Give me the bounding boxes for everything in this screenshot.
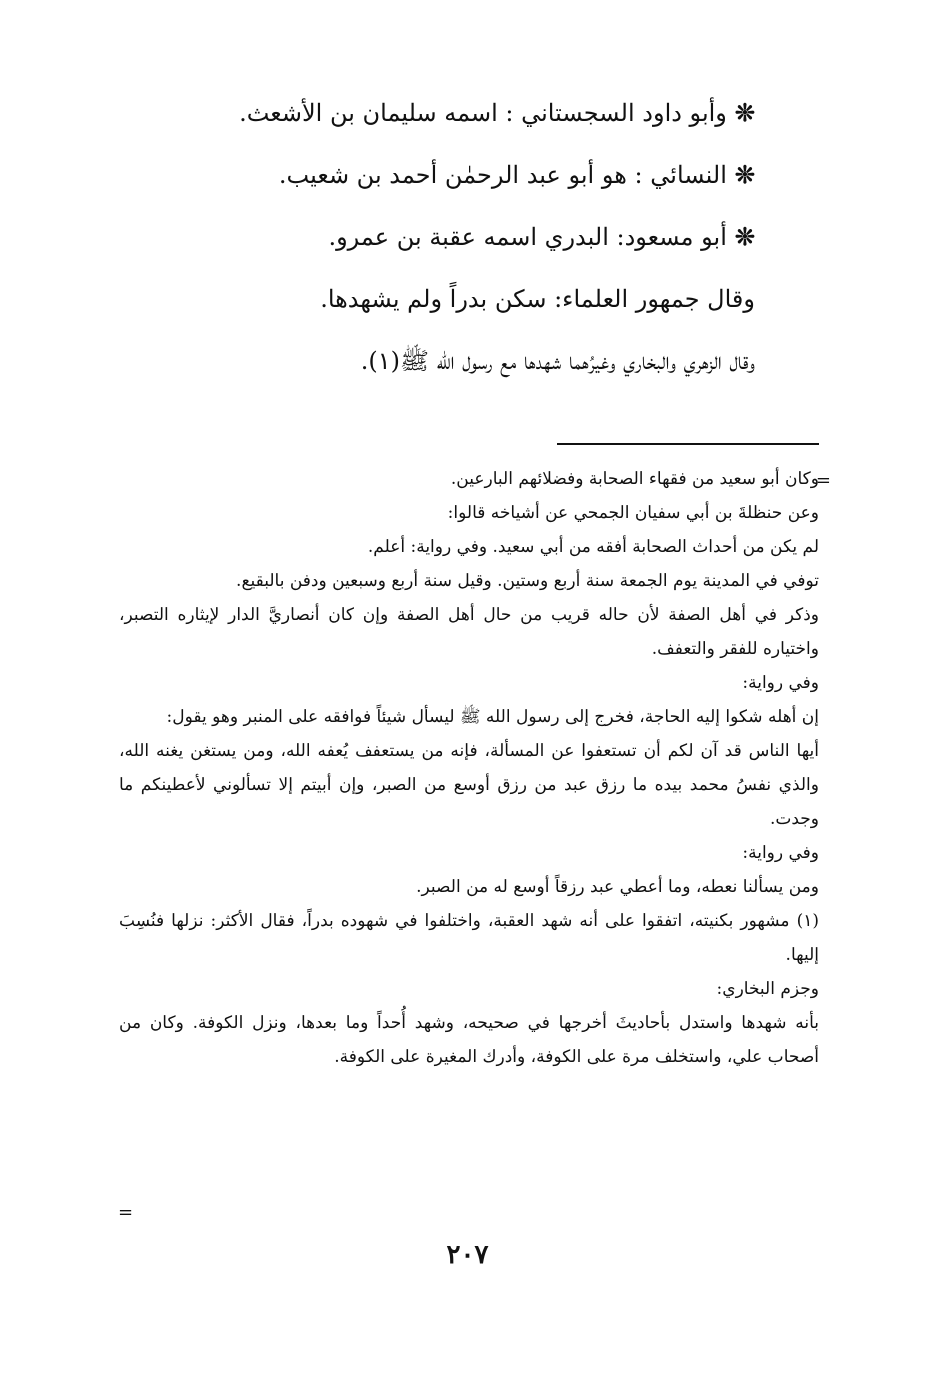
footnote-paragraph: إن أهله شكوا إليه الحاجة، فخرج إلى رسول الله ﷺ ليسأل شيئاً فوافقه على المنبر وهو يقول: [166, 707, 819, 727]
main-text [135, 82, 755, 392]
footnotes [119, 462, 819, 1074]
footnote-continues-marker: = [118, 1202, 134, 1223]
footnote-paragraph: لم يكن من أحداث الصحابة أفقه من أبي سعيد. وفي رواية: أعلم. [367, 537, 819, 557]
bullet-star-icon: ❊ [734, 160, 755, 189]
footnote-paragraph: وكان أبو سعيد من فقهاء الصحابة وفضلائهم البارعين. [450, 469, 819, 489]
bullet-star-icon: ❊ [734, 98, 755, 127]
main-line [135, 268, 755, 330]
footnote-separator [557, 443, 819, 445]
footnote-paragraph: وفي رواية: [742, 673, 819, 693]
page-number: ٢٠٧ [446, 1240, 489, 1270]
footnote-paragraph: ومن يسألنا نعطه، وما أعطي عبد رزقاً أوسع له من الصبر. [416, 877, 819, 897]
main-line [135, 206, 755, 268]
footnote-paragraph: بأنه شهدها واستدل بأحاديثَ أخرجها في صحيحه، وشهد أُحداً وما بعدها، ونزل الكوفة. وكان من أصحاب علي، واستخلف مرة على الكوفة، وأدرك المغيرة على الكوفة. [119, 1013, 819, 1067]
footnote-continued-marker: = [815, 470, 831, 491]
main-line [135, 330, 755, 392]
main-line-text: أبو مسعود: البدري اسمه عقبة بن عمرو. [328, 223, 727, 251]
main-line-text: وأبو داود السجستاني : اسمه سليمان بن الأشعث. [239, 99, 727, 127]
main-line-text: وقال الزهري والبخاري وغيرُهما شهدها مع رسول الله ﷺ(١). [360, 347, 755, 375]
main-line-text: النسائي : هو أبو عبد الرحمٰن أحمد بن شعيب. [278, 161, 727, 189]
main-line-text: وقال جمهور العلماء: سكن بدراً ولم يشهدها. [320, 285, 755, 313]
bullet-star-icon: ❊ [734, 222, 755, 251]
footnote-paragraph: أيها الناس قد آن لكم أن تستعفوا عن المسألة، فإنه من يستعفف يُعفه الله، ومن يستغن يغنه الله، والذي نفسُ محمد بيده ما رزق عبد من رزق أوسع من الصبر، وإن أبيتم إلا تسألوني لأعطينكم ما وجدت. [119, 741, 819, 829]
footnote-paragraph: توفي في المدينة يوم الجمعة سنة أربع وستين. وقيل سنة أربع وسبعين ودفن بالبقيع. [236, 571, 819, 591]
footnote-paragraph: وذكر في أهل الصفة لأن حاله قريب من حال أهل الصفة وإن كان أنصاريَّ الدار لإيثاره التصبر، واختياره للفقر والتعفف. [119, 605, 819, 659]
main-line [135, 82, 755, 144]
main-line [135, 144, 755, 206]
footnote-paragraph: وفي رواية: [742, 843, 819, 863]
footnote-paragraph: وعن حنظلةَ بن أبي سفيان الجمحي عن أشياخه قالوا: [447, 503, 819, 523]
footnote-paragraph: (١) مشهور بكنيته، اتفقوا على أنه شهد العقبة، واختلفوا في شهوده بدراً، فقال الأكثر: نزلها فنُسِبَ إليها. [119, 911, 819, 965]
footnote-paragraph: وجزم البخاري: [716, 979, 819, 999]
